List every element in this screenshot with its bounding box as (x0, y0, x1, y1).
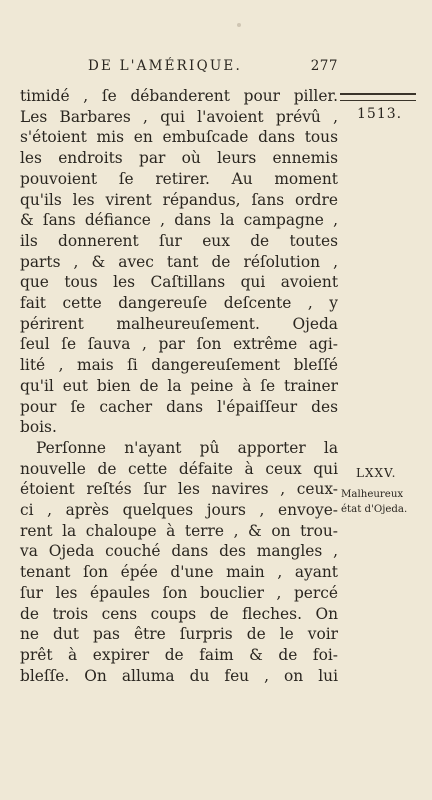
text-line: qu'ils les virent répandus, ſans ordre (20, 190, 338, 209)
text-line: timidé , ſe débanderent pour piller. (20, 87, 338, 105)
margin-rule (340, 93, 416, 101)
text-line: les endroits par où leurs ennemis (20, 149, 338, 168)
text-line: étoient reſtés ſur les navires , ceux- (20, 480, 338, 499)
text-line: va Ojeda couché dans des mangles , (20, 542, 338, 561)
text-line: ne dut pas être ſurpris de le voir (20, 625, 338, 644)
text-line: ci , après quelques jours , envoye- (20, 501, 338, 520)
text-line: Les Barbares , qui l'avoient prévû , (20, 107, 338, 126)
margin-note-line: Malheureux (341, 489, 404, 500)
text-line: nouvelle de cette défaite à ceux qui (20, 459, 338, 478)
text-line: périrent malheureuſement. Ojeda (20, 314, 338, 333)
text-line: pouvoient ſe retirer. Au moment (20, 169, 338, 188)
page-number: 277 (310, 58, 338, 74)
text-line: & ſans défiance , dans la campagne , (20, 211, 338, 230)
text-line: prêt à expirer de faim & de foi- (20, 645, 338, 664)
text-line: parts , & avec tant de réſolution , (20, 252, 338, 271)
text-line: ſur les épaules ſon bouclier , percé (20, 583, 338, 602)
text-line: rent la chaloupe à terre , & on trou- (20, 521, 338, 540)
ink-speck (237, 23, 241, 27)
text-line: bleſſe. On alluma du feu , on lui (20, 666, 338, 685)
margin-year: 1513. (357, 106, 403, 122)
text-line: Perſonne n'ayant pû apporter la (36, 438, 338, 457)
text-line: pour ſe cacher dans l'épaiſſeur des (20, 397, 338, 416)
body-text (20, 86, 338, 686)
running-header (88, 58, 338, 74)
margin-note (341, 487, 429, 517)
text-line: s'étoient mis en embuſcade dans tous (20, 128, 338, 147)
text-line: qu'il eut bien de la peine à ſe trainer (20, 376, 338, 395)
text-line: ils donnerent ſur eux de toutes (20, 231, 338, 250)
text-line: tenant ſon épée d'une main , ayant (20, 563, 338, 582)
text-line: de trois cens coups de fleches. On (20, 604, 338, 623)
text-line: que tous les Caſtillans qui avoient (20, 273, 338, 292)
text-line: fait cette dangereuſe deſcente , y (20, 294, 338, 313)
margin-note-number: LXXV. (356, 466, 397, 480)
text-line: ſeul ſe ſauva , par ſon extrême agi- (20, 335, 338, 354)
text-line: lité , mais ſi dangereuſement bleſſé (20, 356, 338, 375)
text-line: bois. (20, 418, 57, 437)
running-title: DE L'AMÉRIQUE. (88, 58, 242, 74)
margin-note-line: état d'Ojeda. (341, 504, 408, 515)
